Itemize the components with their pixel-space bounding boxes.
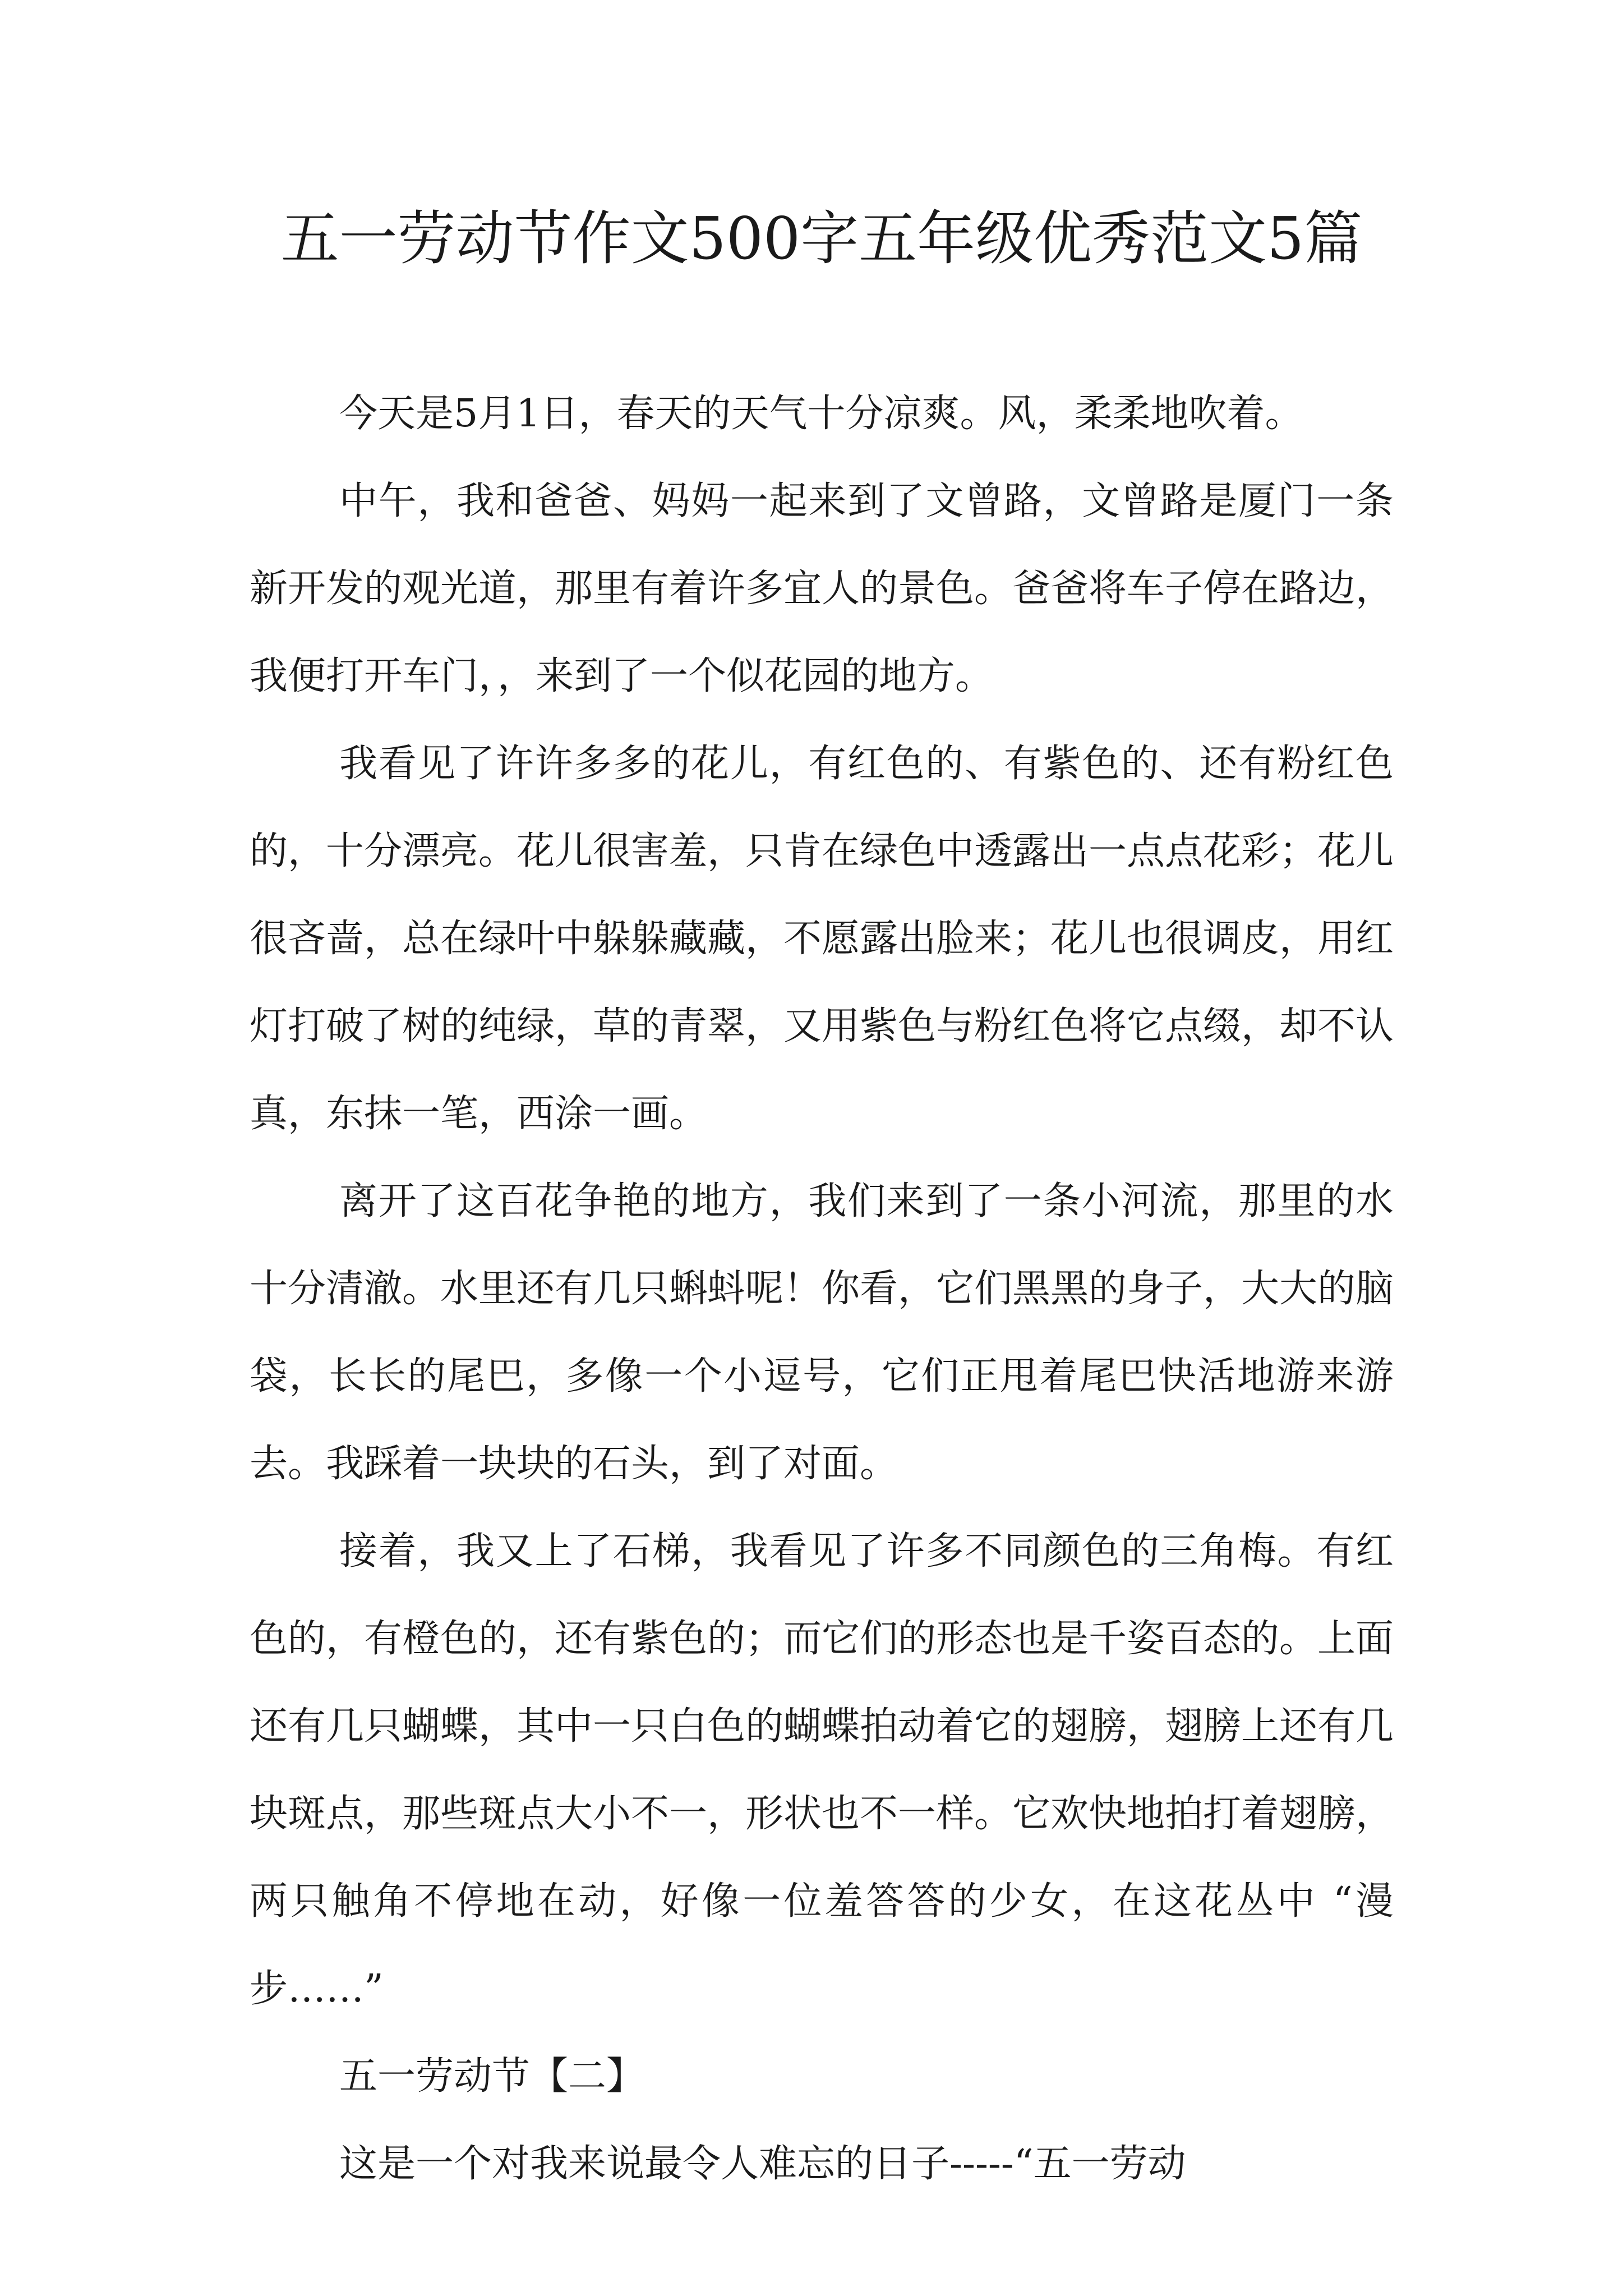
- document-page: [250, 0, 1394, 2296]
- paragraph: 接着，我又上了石梯，我看见了许多不同颜色的三角梅。有红色的，有橙色的，还有紫色的；而它们的形态也是千姿百态的。上面还有几只蝴蝶，其中一只白色的蝴蝶拍动着它的翅膀，翅膀上还有几块斑点，那些斑点大小不一，形状也不一样。它欢快地拍打着翅膀，两只触角不停地在动，好像一位羞答答的少女，在这花丛中 “漫步……”: [250, 1529, 1394, 2011]
- document-title: 五一劳动节作文500字五年级优秀范文5篇: [280, 204, 1363, 273]
- paragraph: 今天是5月1日，春天的天气十分凉爽。风，柔柔地吹着。: [339, 392, 1303, 436]
- paragraph: 离开了这百花争艳的地方，我们来到了一条小河流，那里的水十分清澈。水里还有几只蝌蚪呢！你看，它们黑黑的身子，大大的脑袋，长长的尾巴，多像一个小逗号，它们正甩着尾巴快活地游来游去。我踩着一块块的石头，到了对面。: [250, 1179, 1394, 1486]
- document-body: [250, 370, 1394, 2208]
- paragraph: 中午，我和爸爸、妈妈一起来到了文曾路，文曾路是厦门一条新开发的观光道，那里有着许多宜人的景色。爸爸将车子停在路边，我便打开车门，，来到了一个似花园的地方。: [250, 479, 1394, 698]
- paragraph: 我看见了许许多多的花儿，有红色的、有紫色的、还有粉红色的，十分漂亮。花儿很害羞，只肯在绿色中透露出一点点花彩；花儿很吝啬，总在绿叶中躲躲藏藏，不愿露出脸来；花儿也很调皮，用红灯打破了树的纯绿，草的青翠，又用紫色与粉红色将它点缀，却不认真，东抹一笔，西涂一画。: [250, 742, 1394, 1136]
- paragraph: 这是一个对我来说最令人难忘的日子-----“五一劳动: [339, 2142, 1186, 2186]
- section-heading: 五一劳动节【二】: [339, 2054, 645, 2099]
